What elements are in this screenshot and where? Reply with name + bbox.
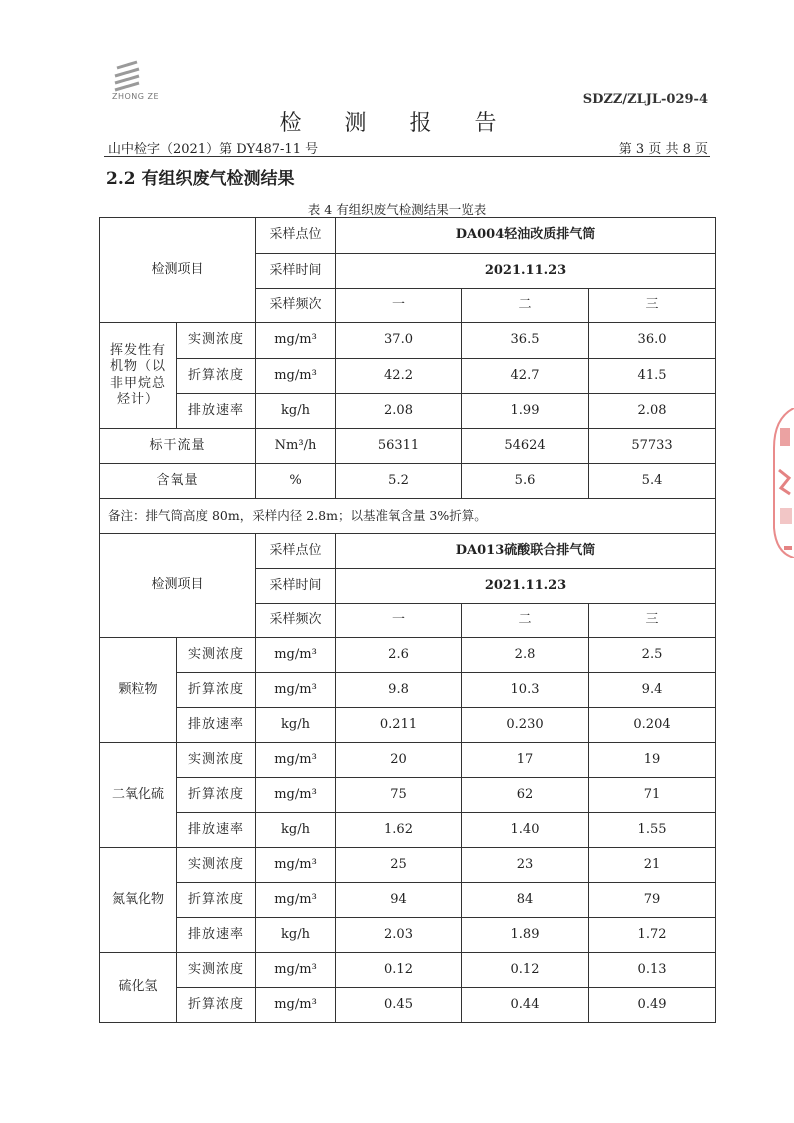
- freq-3: 三: [589, 604, 716, 638]
- sample-time-label: 采样时间: [256, 254, 336, 289]
- param-label: 实测浓度: [177, 848, 256, 883]
- value-cell: 23: [462, 848, 589, 883]
- value-cell: 75: [336, 778, 462, 813]
- pollutant-name: 氮氧化物: [100, 848, 177, 953]
- param-label: 实测浓度: [177, 743, 256, 778]
- value-cell: 0.12: [336, 953, 462, 988]
- sample-site-value: DA004轻油改质排气筒: [336, 218, 716, 254]
- value-cell: 9.8: [336, 673, 462, 708]
- value-cell: 2.08: [589, 394, 716, 429]
- value-cell: 94: [336, 883, 462, 918]
- value-cell: 5.6: [462, 464, 589, 499]
- value-cell: 2.8: [462, 638, 589, 673]
- value-cell: 19: [589, 743, 716, 778]
- sample-time-value: 2021.11.23: [336, 254, 716, 289]
- value-cell: 1.89: [462, 918, 589, 953]
- value-cell: 36.0: [589, 323, 716, 359]
- value-cell: 56311: [336, 429, 462, 464]
- page-title: 检 测 报 告: [279, 111, 515, 136]
- value-cell: 37.0: [336, 323, 462, 359]
- value-cell: 42.7: [462, 359, 589, 394]
- unit-cell: mg/m³: [256, 323, 336, 359]
- value-cell: 42.2: [336, 359, 462, 394]
- value-cell: 41.5: [589, 359, 716, 394]
- detect-item-header: 检测项目: [100, 534, 256, 638]
- unit-cell: mg/m³: [256, 743, 336, 778]
- value-cell: 0.204: [589, 708, 716, 743]
- page-number: 第 3 页 共 8 页: [618, 142, 708, 157]
- unit-cell: kg/h: [256, 813, 336, 848]
- value-cell: 9.4: [589, 673, 716, 708]
- value-cell: 21: [589, 848, 716, 883]
- value-cell: 20: [336, 743, 462, 778]
- value-cell: 0.49: [589, 988, 716, 1023]
- freq-2: 二: [462, 604, 589, 638]
- param-label: 折算浓度: [177, 359, 256, 394]
- flow-label: 标干流量: [100, 429, 256, 464]
- param-label: 折算浓度: [177, 883, 256, 918]
- value-cell: 79: [589, 883, 716, 918]
- value-cell: 71: [589, 778, 716, 813]
- results-table: [99, 217, 716, 1023]
- value-cell: 5.2: [336, 464, 462, 499]
- value-cell: 2.6: [336, 638, 462, 673]
- unit-cell: Nm³/h: [256, 429, 336, 464]
- header-divider: [104, 156, 710, 157]
- value-cell: 2.5: [589, 638, 716, 673]
- param-label: 折算浓度: [177, 988, 256, 1023]
- freq-1: 一: [336, 289, 462, 323]
- unit-cell: mg/m³: [256, 988, 336, 1023]
- value-cell: 1.62: [336, 813, 462, 848]
- pollutant-name: 硫化氢: [100, 953, 177, 1023]
- param-label: 折算浓度: [177, 778, 256, 813]
- document-code: SDZZ/ZLJL-029-4: [582, 92, 708, 107]
- value-cell: 57733: [589, 429, 716, 464]
- table-caption: 表 4 有组织废气检测结果一览表: [307, 202, 487, 217]
- value-cell: 25: [336, 848, 462, 883]
- value-cell: 62: [462, 778, 589, 813]
- pollutant-name: 颗粒物: [100, 638, 177, 743]
- sample-freq-label: 采样频次: [256, 604, 336, 638]
- value-cell: 2.08: [336, 394, 462, 429]
- value-cell: 0.12: [462, 953, 589, 988]
- value-cell: 1.55: [589, 813, 716, 848]
- sample-site-label: 采样点位: [256, 534, 336, 569]
- unit-cell: kg/h: [256, 918, 336, 953]
- value-cell: 1.40: [462, 813, 589, 848]
- param-label: 排放速率: [177, 708, 256, 743]
- value-cell: 1.72: [589, 918, 716, 953]
- freq-3: 三: [589, 289, 716, 323]
- sample-freq-label: 采样频次: [256, 289, 336, 323]
- unit-cell: mg/m³: [256, 848, 336, 883]
- unit-cell: kg/h: [256, 708, 336, 743]
- value-cell: 2.03: [336, 918, 462, 953]
- param-label: 实测浓度: [177, 323, 256, 359]
- oxygen-label: 含氧量: [100, 464, 256, 499]
- value-cell: 17: [462, 743, 589, 778]
- sample-time-value: 2021.11.23: [336, 569, 716, 604]
- table-note: 备注：排气筒高度 80m，采样内径 2.8m；以基准氧含量 3%折算。: [100, 499, 716, 534]
- freq-1: 一: [336, 604, 462, 638]
- sample-site-value: DA013硫酸联合排气筒: [336, 534, 716, 569]
- param-label: 实测浓度: [177, 953, 256, 988]
- value-cell: 84: [462, 883, 589, 918]
- unit-cell: mg/m³: [256, 638, 336, 673]
- sample-site-label: 采样点位: [256, 218, 336, 254]
- value-cell: 5.4: [589, 464, 716, 499]
- section-title: 2.2 有组织废气检测结果: [106, 169, 295, 189]
- unit-cell: mg/m³: [256, 673, 336, 708]
- logo-text: ZHONG ZE: [112, 92, 160, 101]
- freq-2: 二: [462, 289, 589, 323]
- value-cell: 0.13: [589, 953, 716, 988]
- value-cell: 0.230: [462, 708, 589, 743]
- value-cell: 54624: [462, 429, 589, 464]
- value-cell: 10.3: [462, 673, 589, 708]
- param-label: 排放速率: [177, 813, 256, 848]
- unit-cell: kg/h: [256, 394, 336, 429]
- value-cell: 0.44: [462, 988, 589, 1023]
- param-label: 实测浓度: [177, 638, 256, 673]
- param-label: 折算浓度: [177, 673, 256, 708]
- value-cell: 0.211: [336, 708, 462, 743]
- value-cell: 1.99: [462, 394, 589, 429]
- detect-item-header: 检测项目: [100, 218, 256, 323]
- param-label: 排放速率: [177, 394, 256, 429]
- report-number: 山中检字（2021）第 DY487-11 号: [108, 142, 319, 157]
- value-cell: 0.45: [336, 988, 462, 1023]
- sample-time-label: 采样时间: [256, 569, 336, 604]
- param-label: 排放速率: [177, 918, 256, 953]
- unit-cell: mg/m³: [256, 953, 336, 988]
- unit-cell: mg/m³: [256, 883, 336, 918]
- unit-cell: %: [256, 464, 336, 499]
- voc-name: 挥发性有机物（以非甲烷总烃计）: [100, 323, 177, 429]
- unit-cell: mg/m³: [256, 359, 336, 394]
- unit-cell: mg/m³: [256, 778, 336, 813]
- seal-stamp-icon: [772, 408, 794, 558]
- value-cell: 36.5: [462, 323, 589, 359]
- pollutant-name: 二氧化硫: [100, 743, 177, 848]
